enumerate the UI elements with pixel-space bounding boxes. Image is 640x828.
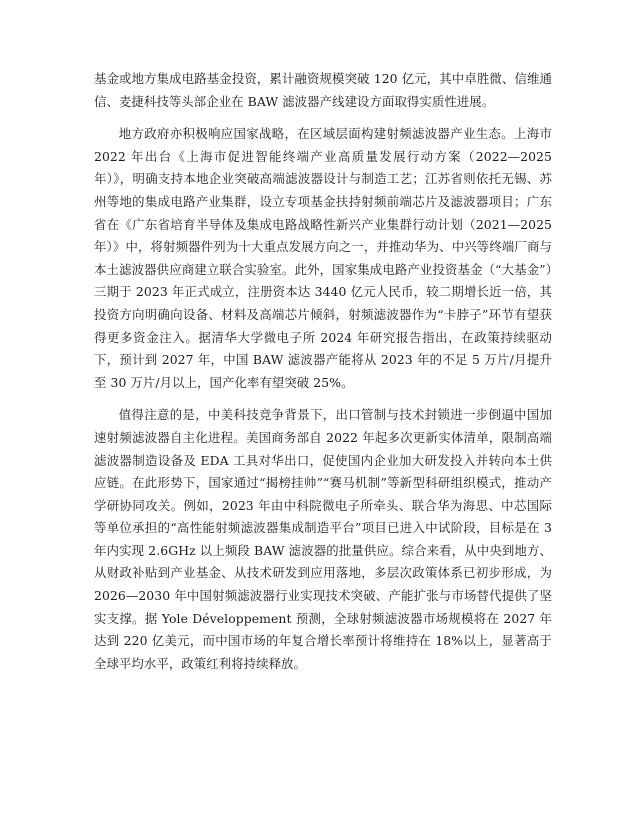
- paragraph-local-policy: 地方政府亦积极响应国家战略，在区域层面构建射频滤波器产业生态。上海市 2022 年出台《上海市促进智能终端产业高质量发展行动方案（2022—2025 年）》，明确支持本地企业突破高端滤波器设计与制造工艺；江苏省则依托无锡、苏州等地的集成电路产业集群，设立专项基金扶持射频前端芯片及滤波器项目；广东省在《广东省培育半导体及集成电路战略性新兴产业集群行动计划（2021—2025 年）》中，将射频器件列为十大重点发展方向之一，并推动华为、中兴等终端厂商与本土滤波器供应商建立联合实验室。此外，国家集成电路产业投资基金（“大基金”）三期于 2023 年正式成立，注册资本达 3440 亿元人民币，较二期增长近一倍，其投资方向明确向设备、材料及高端芯片倾斜，射频滤波器作为“卡脖子”环节有望获得更多资金注入。据清华大学微电子所 2024 年研究报告指出，在政策持续驱动下，预计到 2027 年，中国 BAW 滤波器产能将从 2023 年的不足 5 万片/月提升至 30 万片/月以上，国产化率有望突破 25%。: [94, 126, 552, 390]
- paragraph-export-control: 值得注意的是，中美科技竞争背景下，出口管制与技术封锁进一步倒逼中国加速射频滤波器自主化进程。美国商务部自 2022 年起多次更新实体清单，限制高端滤波器制造设备及 EDA 工具对华出口，促使国内企业加大研发投入并转向本土供应链。在此形势下，国家通过“揭榜挂帅”“赛马机制”等新型科研组织模式，推动产学研协同攻关。例如，2023 年由中科院微电子所牵头、联合华为海思、中芯国际等单位承担的“高性能射频滤波器集成制造平台”项目已进入中试阶段，目标是在 3 年内实现 2.6GHz 以上频段 BAW 滤波器的批量供应。综合来看，从中央到地方、从财政补贴到产业基金、从技术研发到应用落地，多层次政策体系已初步形成，为 2026—2030 年中国射频滤波器行业实现技术突破、产能扩张与市场替代提供了坚实支撑。据 Yole Développement 预测，全球射频滤波器市场规模将在 2027 年达到 220 亿美元，而中国市场的年复合增长率预计将维持在 18%以上，显著高于全球平均水平，政策红利将持续释放。: [94, 407, 552, 671]
- paragraph-continued: 基金或地方集成电路基金投资，累计融资规模突破 120 亿元，其中卓胜微、信维通信、麦捷科技等头部企业在 BAW 滤波器产线建设方面取得实质性进展。: [94, 71, 552, 109]
- document-body: [94, 68, 552, 675]
